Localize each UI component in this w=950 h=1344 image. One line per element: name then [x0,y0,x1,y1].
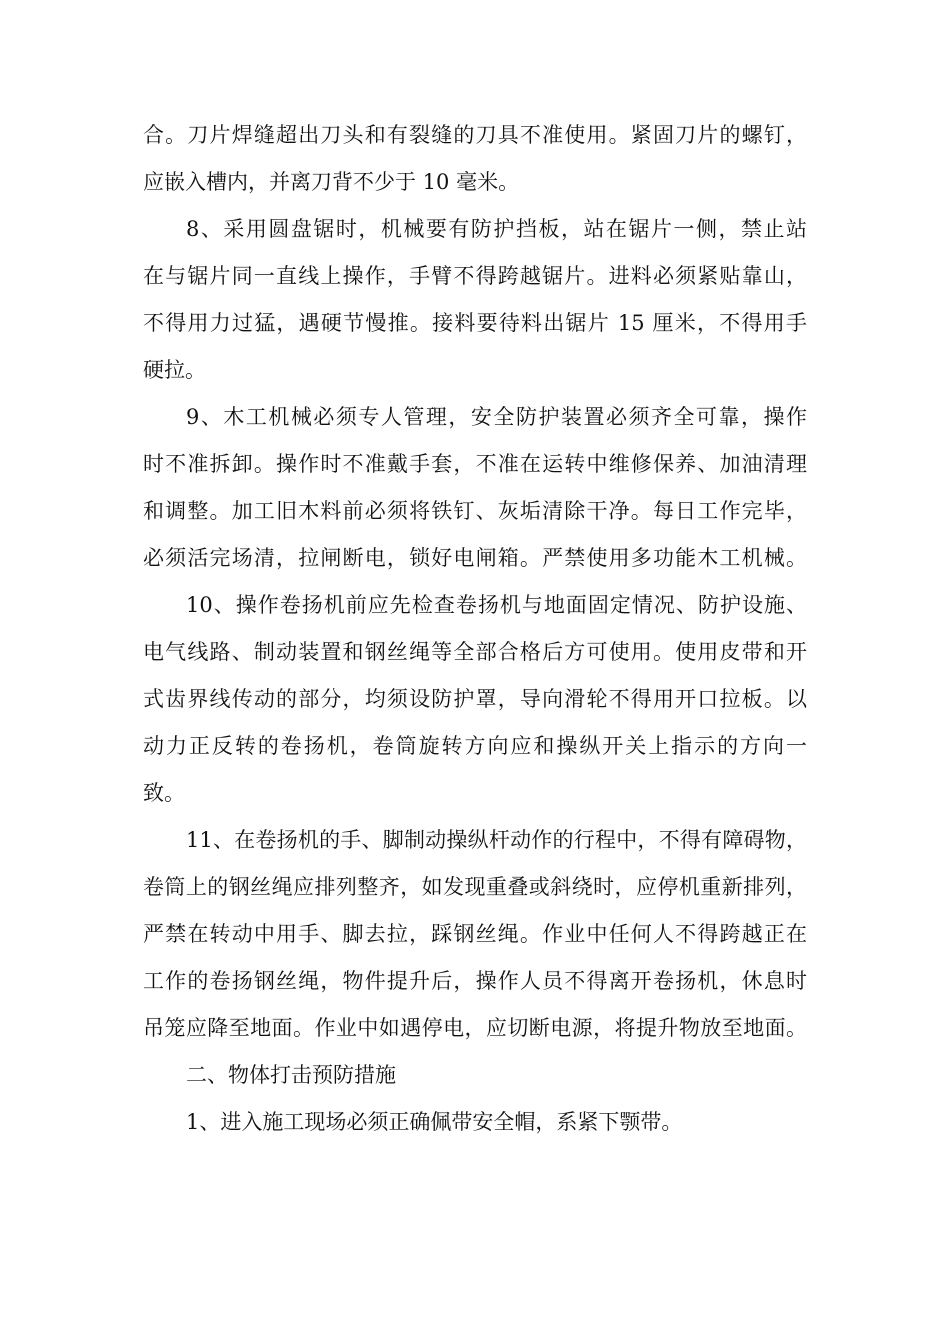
text-line: 吊笼应降至地面。作业中如遇停电，应切断电源，将提升物放至地面。 [143,1016,807,1040]
text-line: 工作的卷扬钢丝绳，物件提升后，操作人员不得离开卷扬机，休息时 [143,969,807,993]
text-line: 卷筒上的钢丝绳应排列整齐，如发现重叠或斜绕时，应停机重新排列， [143,875,807,899]
text-line: 动力正反转的卷扬机，卷筒旋转方向应和操纵开关上指示的方向一 [143,734,807,758]
paragraph-start-line: 9、木工机械必须专人管理，安全防护装置必须齐全可靠，操作 [186,405,807,429]
paragraph-start-line: 8、采用圆盘锯时，机械要有防护挡板，站在锯片一侧，禁止站 [186,217,807,241]
text-line: 应嵌入槽内，并离刀背不少于 10 毫米。 [143,170,520,194]
document-body [143,112,807,1146]
text-line: 必须活完场清，拉闸断电，锁好电闸箱。严禁使用多功能木工机械。 [143,546,807,570]
section-heading: 二、物体打击预防措施 [186,1063,396,1087]
text-line: 在与锯片同一直线上操作，手臂不得跨越锯片。进料必须紧贴靠山， [143,264,807,288]
text-line: 致。 [143,781,185,805]
text-line: 硬拉。 [143,358,206,382]
text-line: 和调整。加工旧木料前必须将铁钉、灰垢清除干净。每日工作完毕， [143,499,807,523]
text-line: 电气线路、制动装置和钢丝绳等全部合格后方可使用。使用皮带和开 [143,640,807,664]
text-line: 严禁在转动中用手、脚去拉，踩钢丝绳。作业中任何人不得跨越正在 [143,922,807,946]
paragraph-start-line: 10、操作卷扬机前应先检查卷扬机与地面固定情况、防护设施、 [186,593,807,617]
text-line: 合。刀片焊缝超出刀头和有裂缝的刀具不准使用。紧固刀片的螺钉， [143,123,807,147]
text-line: 式齿界线传动的部分，均须设防护罩，导向滑轮不得用开口拉板。以 [143,687,807,711]
paragraph-start-line: 1、进入施工现场必须正确佩带安全帽，系紧下颚带。 [186,1110,683,1134]
text-line: 不得用力过猛，遇硬节慢推。接料要待料出锯片 15 厘米，不得用手 [143,311,807,335]
paragraph-start-line: 11、在卷扬机的手、脚制动操纵杆动作的行程中，不得有障碍物， [186,828,807,852]
text-line: 时不准拆卸。操作时不准戴手套，不准在运转中维修保养、加油清理 [143,452,807,476]
